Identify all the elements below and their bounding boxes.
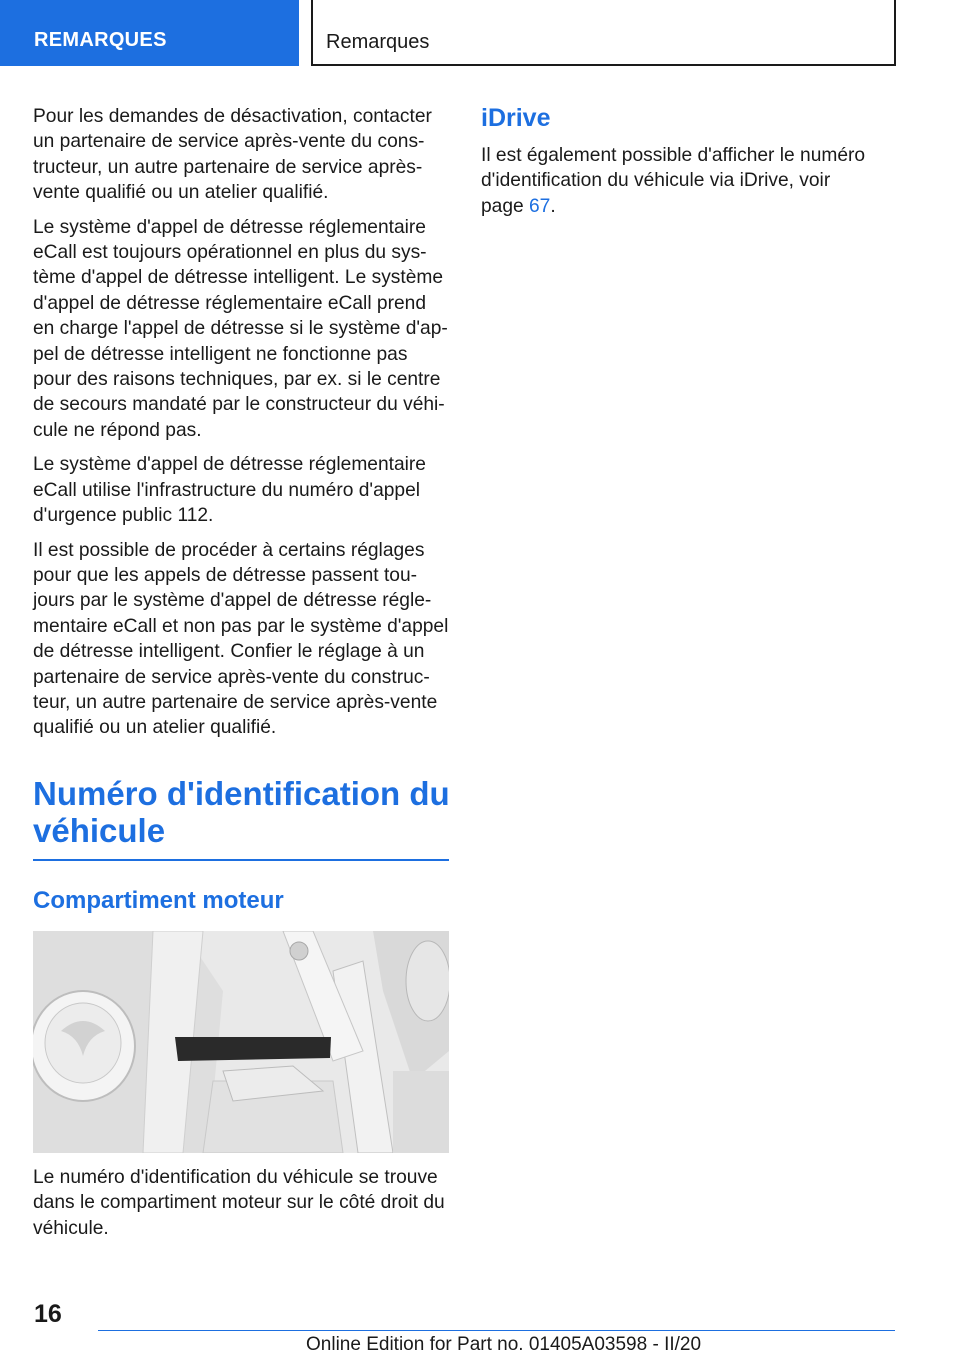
text-line: partenaire de service après-vente du construc-: [33, 666, 430, 688]
text-line: véhicule.: [33, 1217, 109, 1239]
text-line: pel de détresse intelligent ne fonctionne pas: [33, 343, 408, 365]
section-title: Remarques: [326, 31, 430, 53]
text-line: eCall est toujours opérationnel en plus du sys-: [33, 242, 427, 264]
paragraph-deactivation: [33, 104, 449, 206]
paragraph-settings: [33, 538, 449, 741]
right-column: [481, 104, 897, 228]
text-line: d'urgence public 112.: [33, 505, 214, 527]
text-line: dans le compartiment moteur sur le côté droit du: [33, 1192, 445, 1214]
heading-line: véhicule: [33, 811, 166, 849]
subheading-engine-compartment: Compartiment moteur: [33, 886, 284, 914]
text-line: Le numéro d'identification du véhicule se trouve: [33, 1166, 438, 1188]
text-line: Le système d'appel de détresse réglementaire: [33, 216, 426, 238]
text-line: jours par le système d'appel de détresse régle-: [33, 590, 432, 612]
text-line: tème d'appel de détresse intelligent. Le système: [33, 267, 444, 289]
text-line: pour des raisons techniques, par ex. si le centre: [33, 369, 441, 391]
paragraph-ecall-operational: [33, 215, 449, 444]
text-line: de détresse intelligent. Confier le réglage à un: [33, 641, 425, 663]
text-line: tructeur, un autre partenaire de service après-: [33, 156, 423, 178]
text-line: vente qualifié ou un atelier qualifié.: [33, 182, 329, 204]
heading-divider: [33, 859, 449, 861]
text-line: d'appel de détresse réglementaire eCall prend: [33, 292, 426, 314]
text-line: mentaire eCall et non pas par le système d'appel: [33, 615, 449, 637]
heading-idrive: iDrive: [481, 104, 551, 132]
heading-vehicle-id: [33, 775, 449, 849]
page-prefix: page: [481, 195, 530, 217]
heading-line: Numéro d'identification du: [33, 774, 450, 812]
text-line: en charge l'appel de détresse si le système d'ap-: [33, 318, 448, 340]
text-line: Il est également possible d'afficher le numéro: [481, 145, 866, 166]
text-line: Le système d'appel de détresse réglementaire: [33, 454, 426, 476]
text-line: Il est possible de procéder à certains réglages: [33, 539, 425, 561]
paragraph-idrive: [481, 143, 897, 219]
footer-divider: [98, 1330, 895, 1331]
section-tab: REMARQUES: [0, 0, 299, 66]
text-line: un partenaire de service après-vente du cons-: [33, 131, 425, 153]
paragraph-ecall-infrastructure: [33, 452, 449, 528]
text-line: pour que les appels de détresse passent tou-: [33, 564, 418, 586]
text-line: qualifié ou un atelier qualifié.: [33, 717, 277, 739]
page-number: 16: [34, 1300, 62, 1328]
text-line: teur, un autre partenaire de service après-vente: [33, 691, 438, 713]
engine-compartment-image: [33, 931, 449, 1153]
page-suffix: .: [550, 195, 556, 217]
text-line: de secours mandaté par le constructeur du véhi-: [33, 394, 445, 416]
footer-edition: Online Edition for Part no. 01405A03598 - II/20: [306, 1334, 702, 1355]
text-line: Pour les demandes de désactivation, contacter: [33, 106, 432, 127]
vin-location-caption: [33, 1165, 449, 1241]
left-column: [33, 104, 449, 1250]
text-line: cule ne répond pas.: [33, 419, 202, 441]
text-line: [481, 194, 897, 219]
text-line: d'identification du véhicule via iDrive, voir: [481, 170, 831, 192]
page-reference-link[interactable]: 67: [529, 195, 551, 217]
text-line: eCall utilise l'infrastructure du numéro d'appel: [33, 479, 421, 501]
engine-illustration: [33, 931, 449, 1153]
